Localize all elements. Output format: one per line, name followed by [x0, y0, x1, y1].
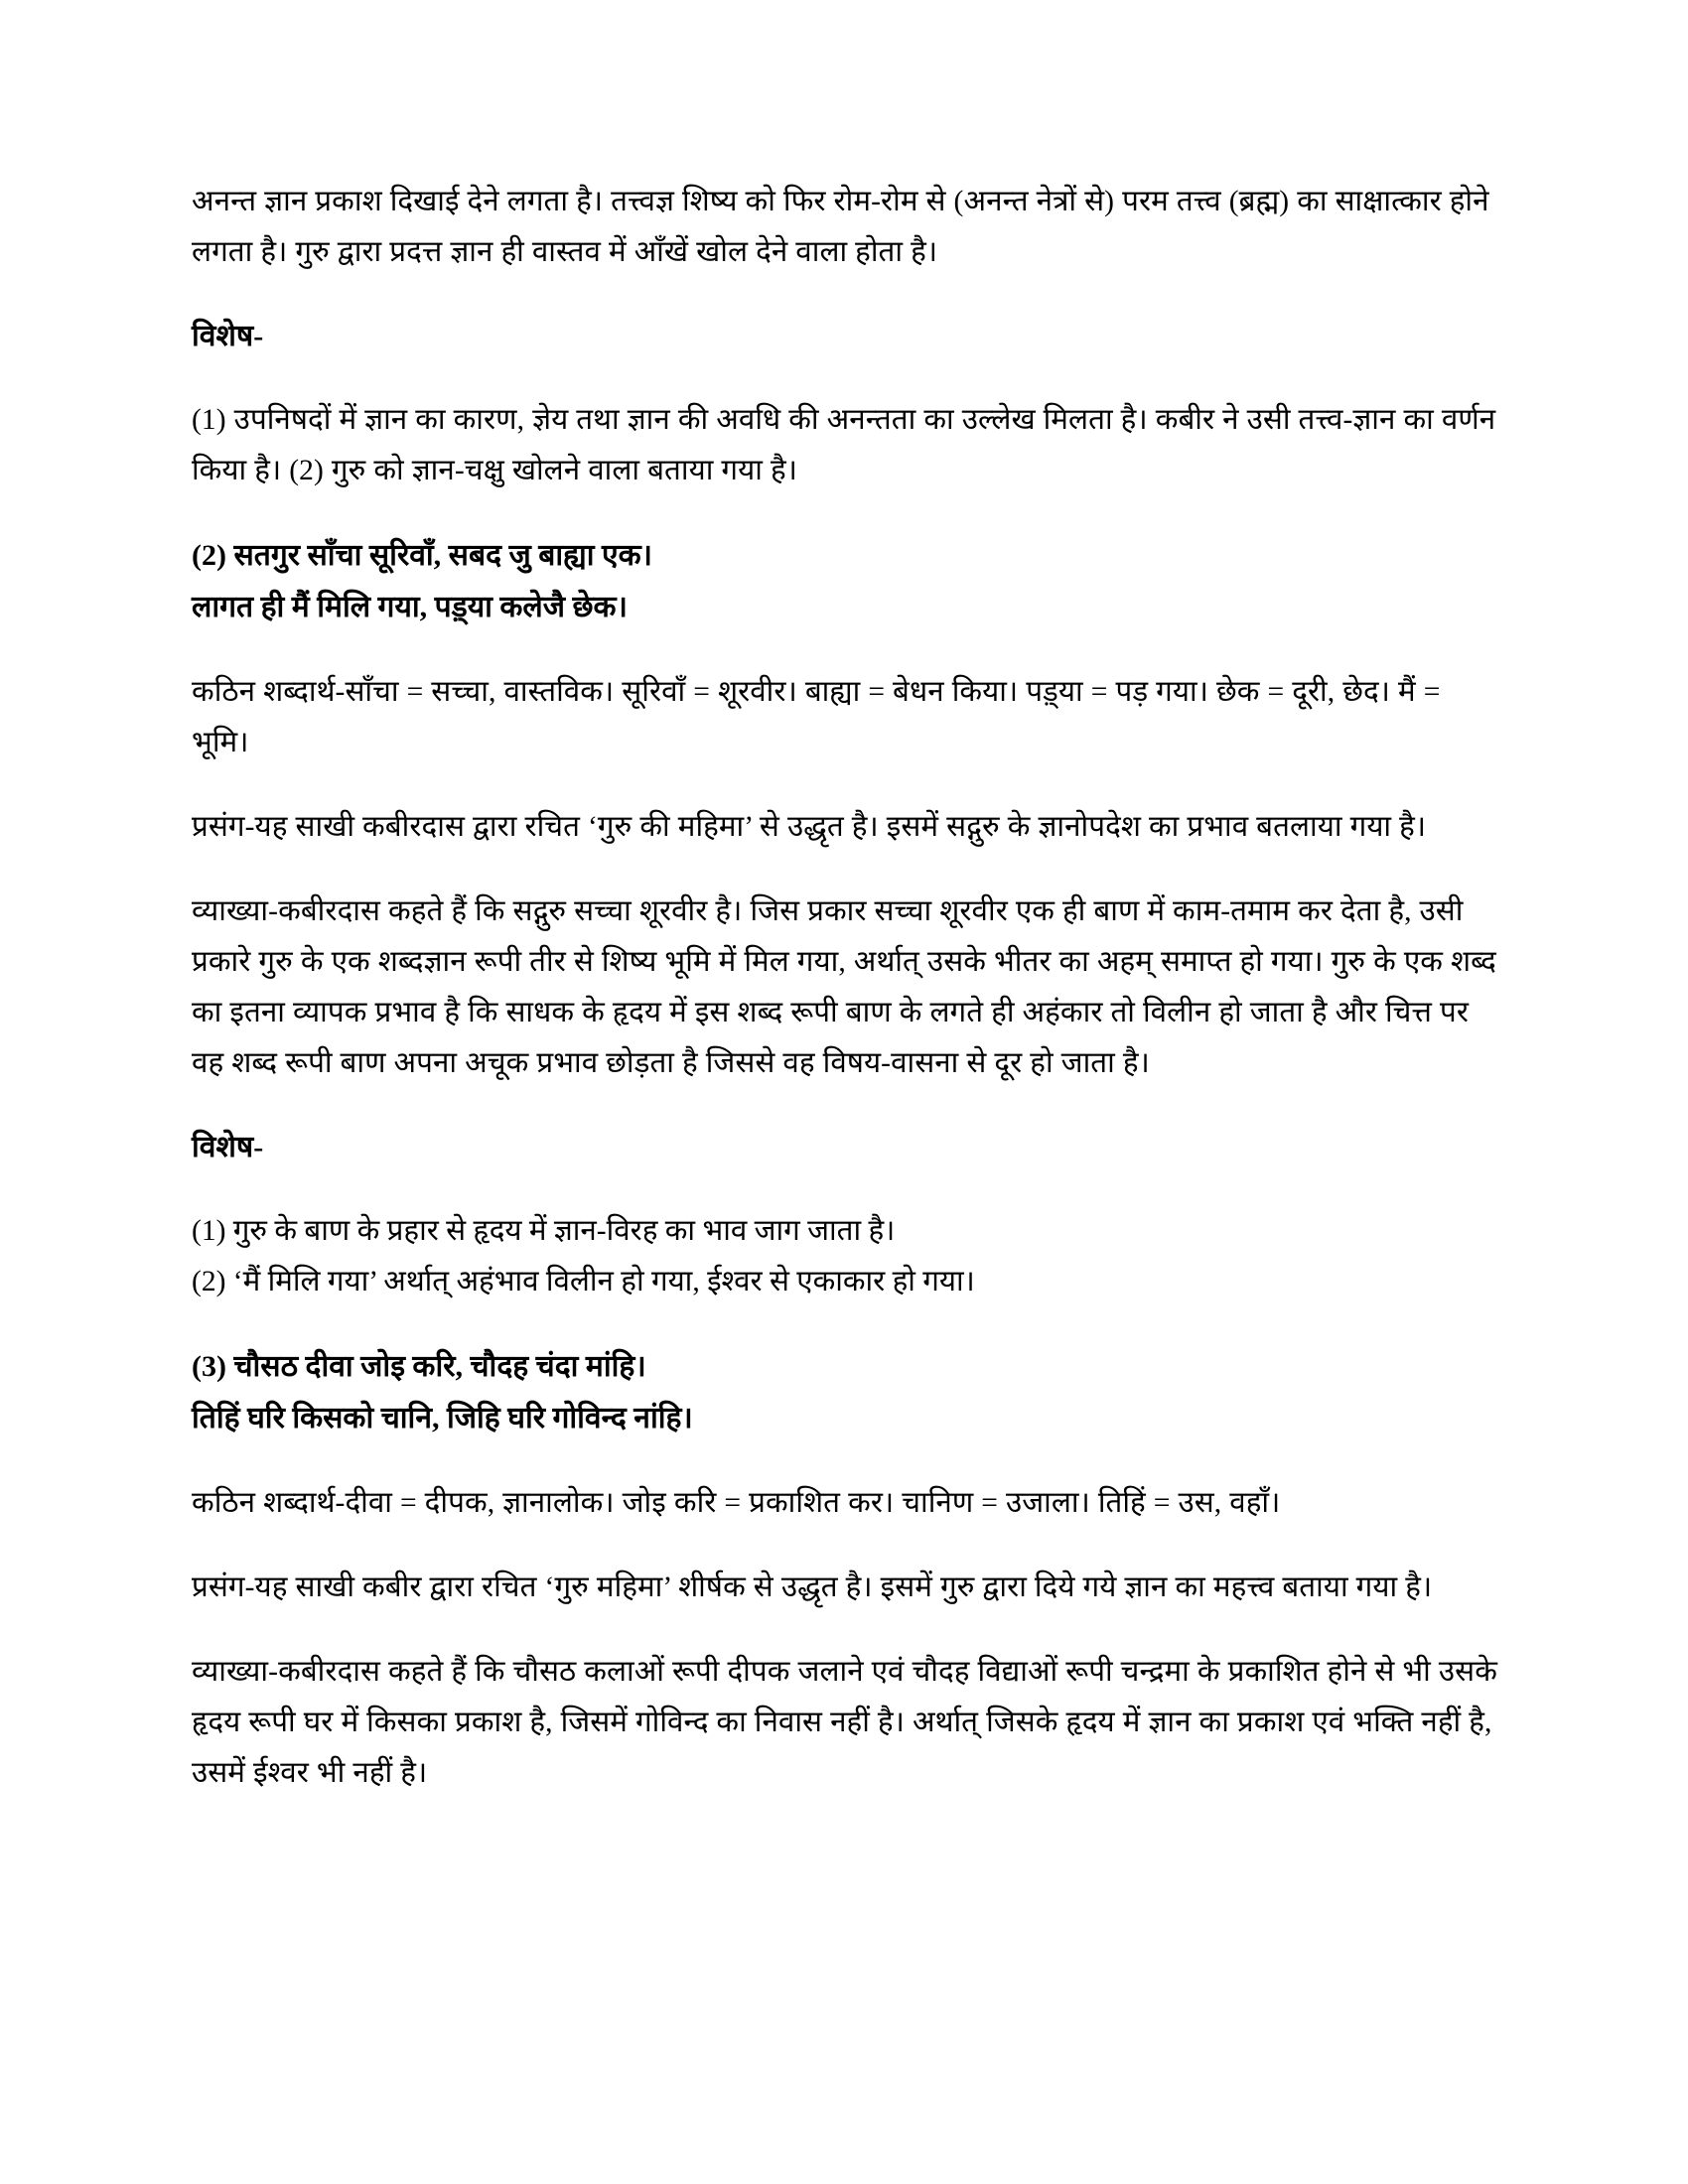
- vyakhya-2: व्याख्या-कबीरदास कहते हैं कि सद्गुरु सच्चा शूरवीर है। जिस प्रकार सच्चा शूरवीर एक ही बाण में काम-तमाम कर देता है, उसी प्रकारे गुरु के एक शब्दज्ञान रूपी तीर से शिष्य भूमि में मिल गया, अर्थात् उसके भीतर का अहम् समाप्त हो गया। गुरु के एक शब्द का इतना व्यापक प्रभाव है कि साधक के हृदय में इस शब्द रूपी बाण के लगते ही अहंकार तो विलीन हो जाता है और चित्त पर वह शब्द रूपी बाण अपना अचूक प्रभाव छोड़ता है जिससे वह विषय-वासना से दूर हो जाता है।: [192, 895, 1496, 1079]
- sakhi-2-line-2: लागत ही मैं मिलि गया, पड़्या कलेजै छेक।: [192, 591, 628, 623]
- vishesh-point-2: (2) ‘मैं मिलि गया’ अर्थात् अहंभाव विलीन हो गया, ईश्वर से एकाकार हो गया।: [192, 1266, 975, 1297]
- sakhi-2-line-1: (2) सतगुर साँचा सूरिवाँ, सबद जु बाह्या एक।: [192, 539, 653, 572]
- shabdarth-3: कठिन शब्दार्थ-दीवा = दीपक, ज्ञानालोक। जोइ करि = प्रकाशित कर। चानिण = उजाला। तिहिं = उस, वहाँ।: [192, 1487, 1281, 1519]
- vishesh-point-1: (1) गुरु के बाण के प्रहार से हृदय में ज्ञान-विरह का भाव जाग जाता है।: [192, 1215, 896, 1247]
- prasang-3: प्रसंग-यह साखी कबीर द्वारा रचित ‘गुरु महिमा’ शीर्षक से उद्धृत है। इसमें गुरु द्वारा दिये गये ज्ञान का महत्त्व बताया गया है।: [192, 1571, 1433, 1603]
- shabdarth-2: कठिन शब्दार्थ-साँचा = सच्चा, वास्तविक। सूरिवाँ = शूरवीर। बाह्या = बेधन किया। पड़्या = पड़ गया। छेक = दूरी, छेद। मैं = भूमि।: [192, 676, 1441, 758]
- intro-paragraph: अनन्त ज्ञान प्रकाश दिखाई देने लगता है। तत्त्वज्ञ शिष्य को फिर रोम-रोम से (अनन्त नेत्रों से) परम तत्त्व (ब्रह्म) का साक्षात्कार होने लगता है। गुरु द्वारा प्रदत्त ज्ञान ही वास्तव में आँखें खोल देने वाला होता है।: [192, 186, 1489, 268]
- sakhi-3-line-1: (3) चौसठ दीवा जोइ करि, चौदह चंदा मांहि।: [192, 1350, 646, 1383]
- vishesh-heading-2: विशेष-: [192, 1131, 264, 1163]
- vishesh-points-2: [192, 1206, 1499, 1307]
- vishesh-heading-1: विशेष-: [192, 320, 264, 352]
- sakhi-3-line-2: तिहिं घरि किसको चानि, जिहि घरि गोविन्द नांहि।: [192, 1402, 693, 1434]
- vishesh-paragraph-1: (1) उपनिषदों में ज्ञान का कारण, ज्ञेय तथा ज्ञान की अवधि की अनन्तता का उल्लेख मिलता है। कबीर ने उसी तत्त्व-ज्ञान का वर्णन किया है। (2) गुरु को ज्ञान-चक्षु खोलने वाला बताया गया है।: [192, 404, 1496, 486]
- vyakhya-3: व्याख्या-कबीरदास कहते हैं कि चौसठ कलाओं रूपी दीपक जलाने एवं चौदह विद्याओं रूपी चन्द्रमा के प्रकाशित होने से भी उसके हृदय रूपी घर में किसका प्रकाश है, जिसमें गोविन्द का निवास नहीं है। अर्थात् जिसके हृदय में ज्ञान का प्रकाश एवं भक्ति नहीं है, उसमें ईश्वर भी नहीं है।: [192, 1656, 1497, 1789]
- sakhi-3-couplet: [192, 1341, 1499, 1444]
- sakhi-2-couplet: [192, 530, 1499, 633]
- prasang-2: प्रसंग-यह साखी कबीरदास द्वारा रचित ‘गुरु की महिमा’ से उद्धृत है। इसमें सद्गुरु के ज्ञानोपदेश का प्रभाव बतलाया गया है।: [192, 811, 1427, 843]
